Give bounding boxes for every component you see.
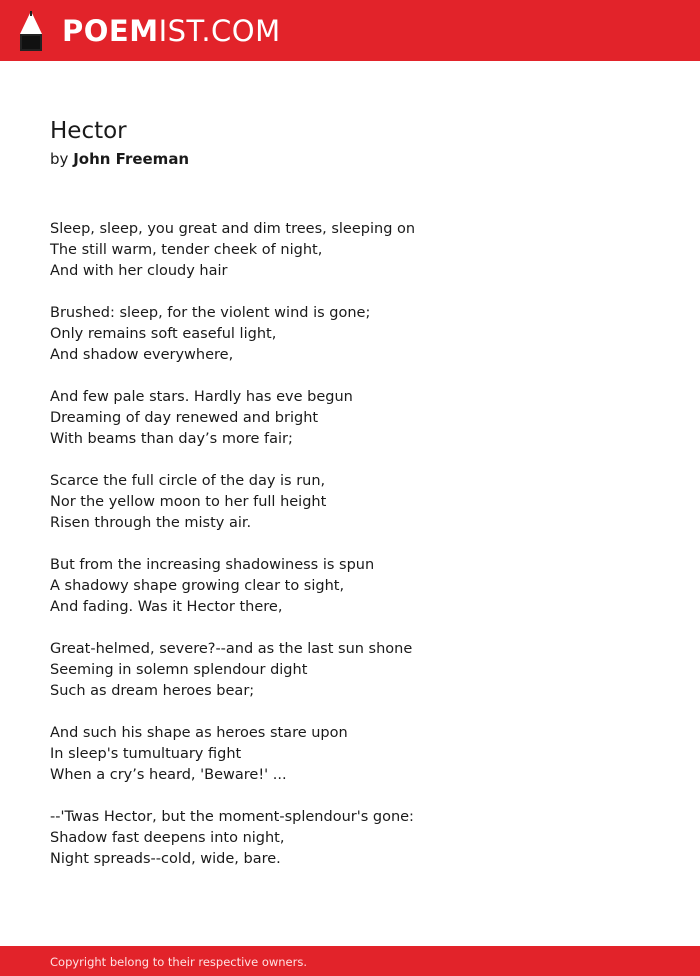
poem-line: Dreaming of day renewed and bright — [50, 410, 319, 426]
poem-line: In sleep's tumultuary fight — [50, 746, 242, 762]
poem-line: Risen through the misty air. — [50, 515, 252, 531]
poem-line: Only remains soft easeful light, — [50, 326, 277, 342]
poem-line: Brushed: sleep, for the violent wind is gone; — [50, 305, 371, 321]
poem-body — [50, 219, 610, 891]
stanza — [50, 723, 610, 786]
poem-line: Seeming in solemn splendour dight — [50, 662, 308, 678]
poem-line: Nor the yellow moon to her full height — [50, 494, 327, 510]
site-logo-link[interactable] — [18, 10, 281, 52]
poem-line: And shadow everywhere, — [50, 347, 234, 363]
brand-name-bold: POEM — [62, 14, 159, 48]
brand-name — [62, 10, 281, 52]
poem-byline — [50, 148, 189, 170]
stanza — [50, 555, 610, 618]
poem-line: With beams than day’s more fair; — [50, 431, 293, 447]
copyright-notice: Copyright belong to their respective owners. — [50, 955, 308, 969]
poem-line: Night spreads--cold, wide, bare. — [50, 851, 281, 867]
poem-line: When a cry’s heard, 'Beware!' ... — [50, 767, 287, 783]
poem-line: Shadow fast deepens into night, — [50, 830, 285, 846]
poem-line: A shadowy shape growing clear to sight, — [50, 578, 345, 594]
brand-name-light: IST.COM — [158, 14, 281, 48]
poem-line: The still warm, tender cheek of night, — [50, 242, 323, 258]
poem-line: And such his shape as heroes stare upon — [50, 725, 348, 741]
pencil-icon — [18, 10, 44, 52]
poem-line: Sleep, sleep, you great and dim trees, sleeping on — [50, 221, 416, 237]
stanza — [50, 639, 610, 702]
poem-line: And with her cloudy hair — [50, 263, 228, 279]
poem-line: --'Twas Hector, but the moment-splendour's gone: — [50, 809, 414, 825]
poem-line: Such as dream heroes bear; — [50, 683, 255, 699]
site-header — [0, 0, 700, 61]
poem-title: Hector — [50, 118, 127, 144]
stanza — [50, 219, 610, 282]
poem-line: And fading. Was it Hector there, — [50, 599, 283, 615]
poem-line: Scarce the full circle of the day is run, — [50, 473, 326, 489]
poem-line: Great-helmed, severe?--and as the last sun shone — [50, 641, 413, 657]
byline-prefix: by — [50, 150, 69, 168]
poem-line: But from the increasing shadowiness is spun — [50, 557, 375, 573]
poem-author: John Freeman — [73, 150, 190, 168]
stanza — [50, 303, 610, 366]
stanza — [50, 471, 610, 534]
stanza — [50, 387, 610, 450]
stanza — [50, 807, 610, 870]
poem-line: And few pale stars. Hardly has eve begun — [50, 389, 353, 405]
site-footer — [0, 946, 700, 976]
